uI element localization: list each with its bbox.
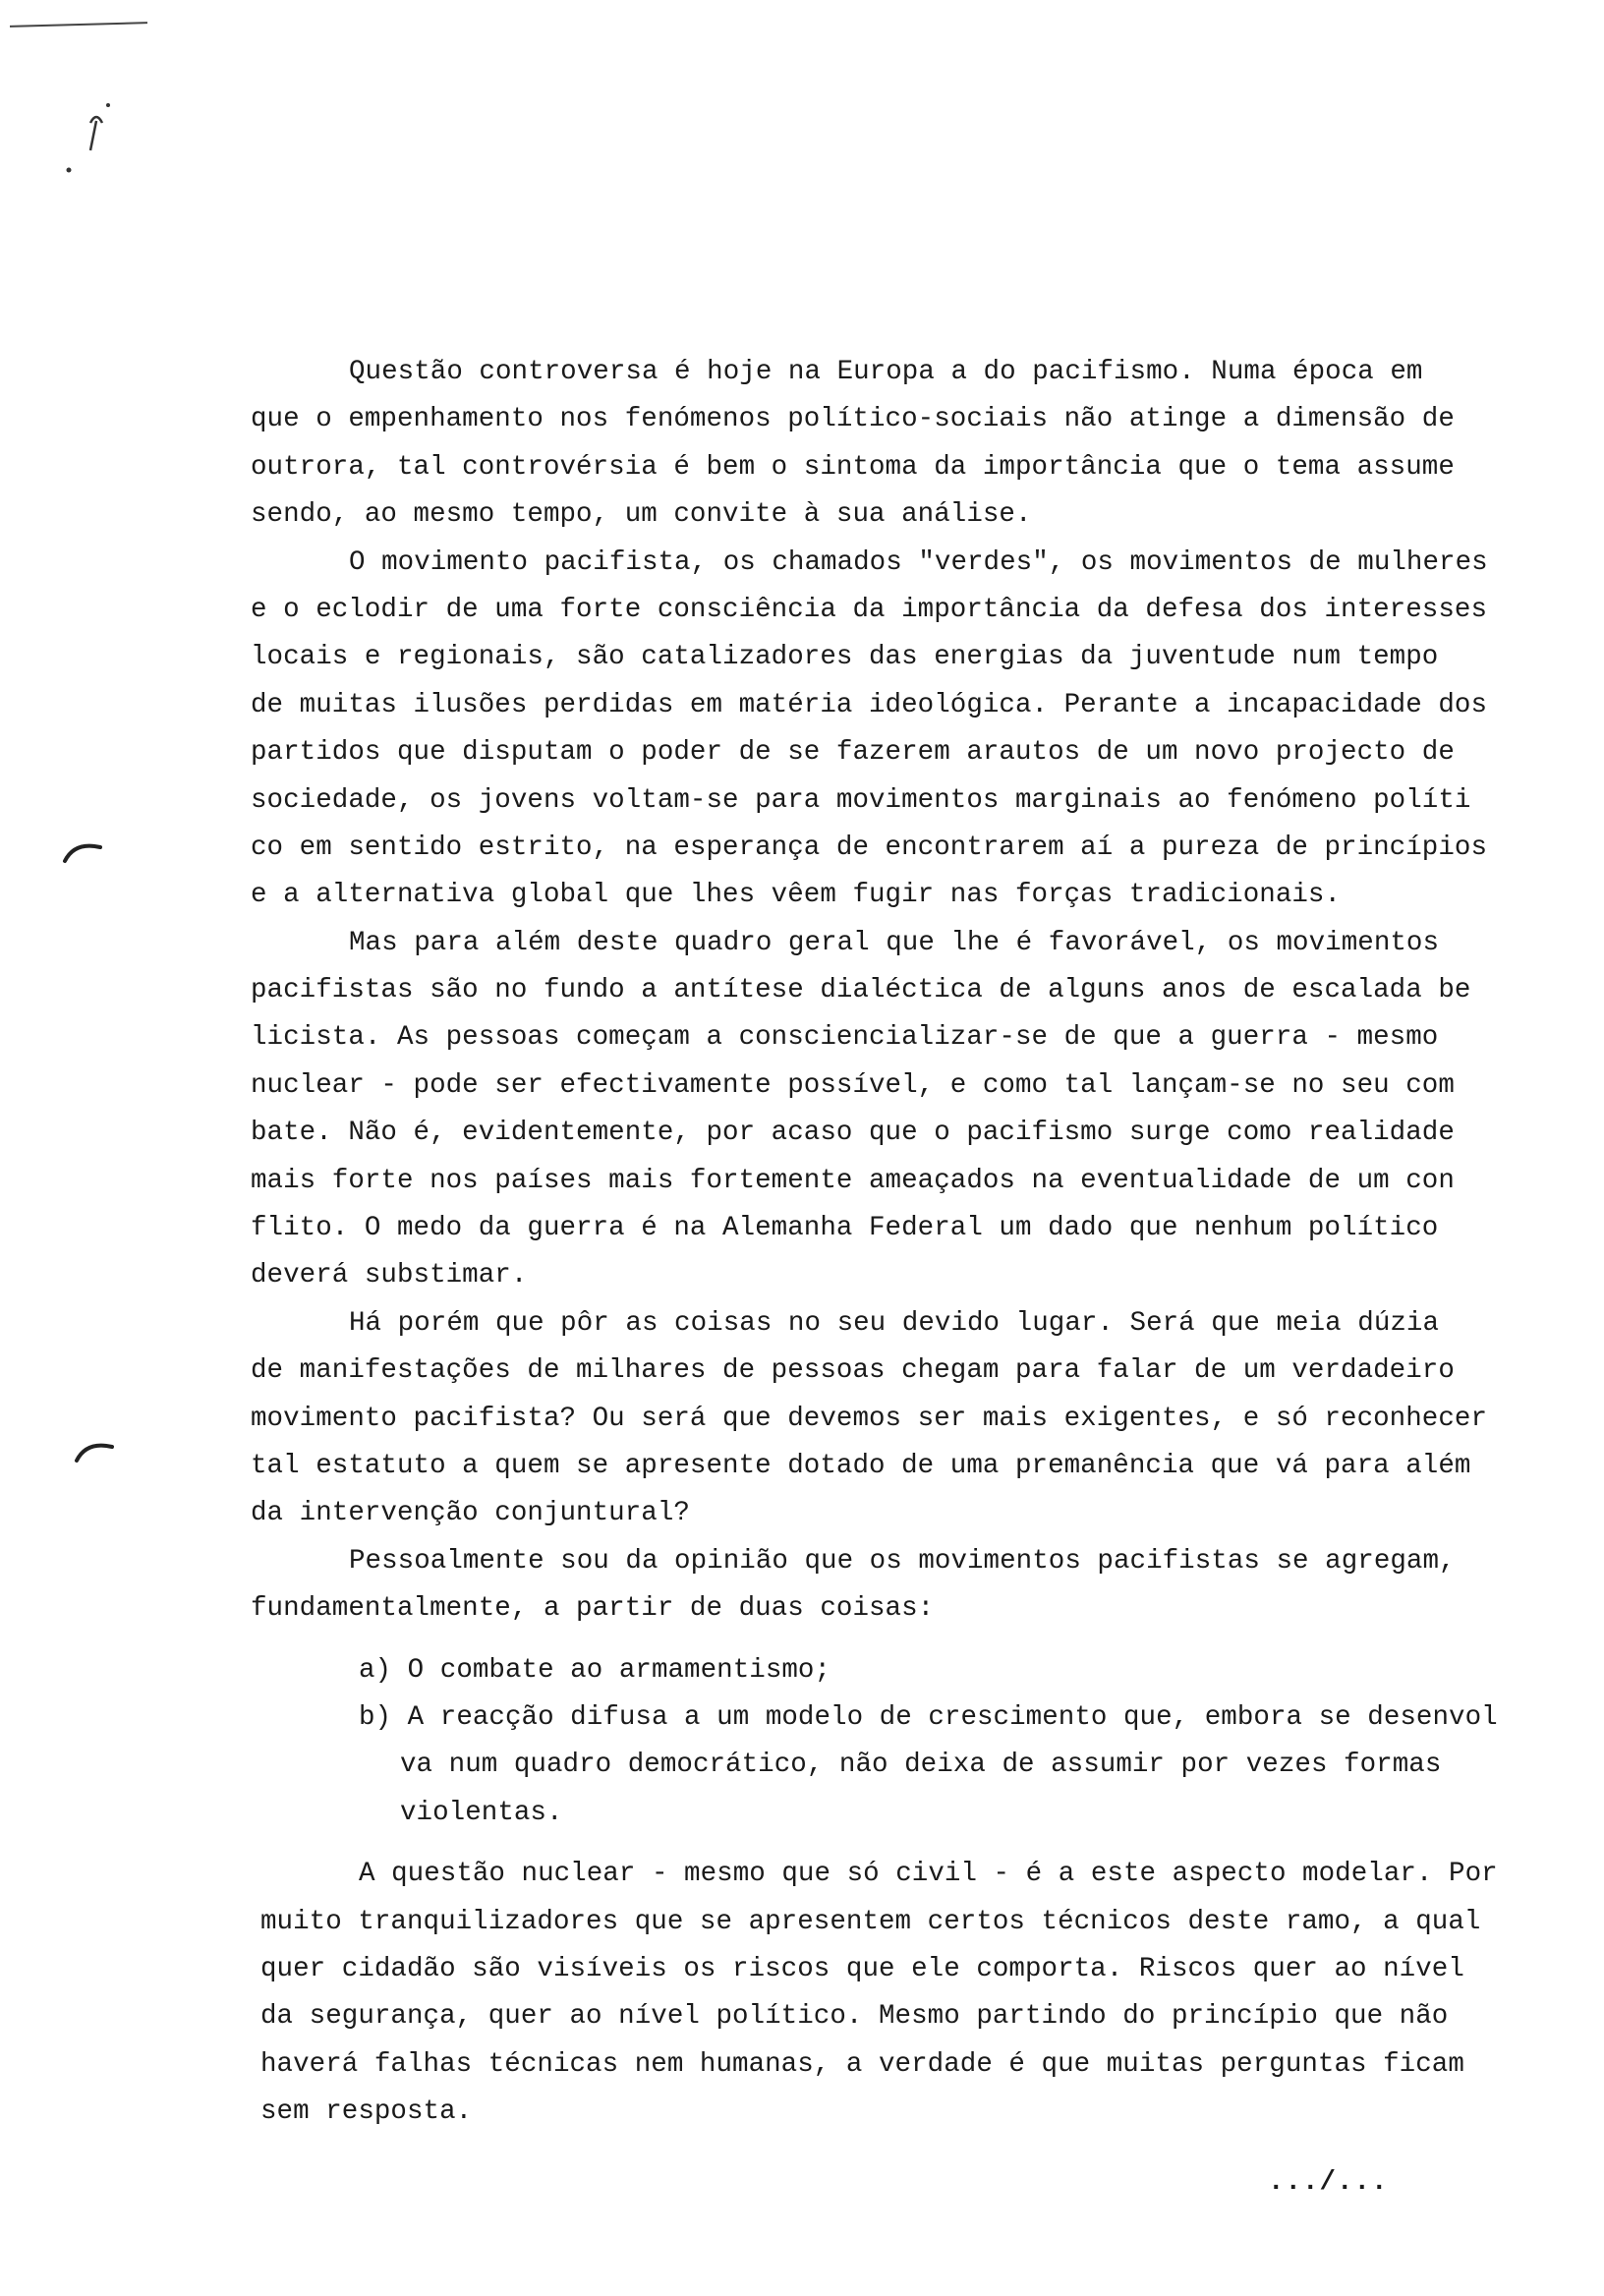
margin-punch-mark-lower bbox=[73, 1435, 122, 1464]
text-line: de muitas ilusões perdidas em matéria ideológica. Perante a incapacidade dos bbox=[251, 689, 1488, 720]
top-left-scan-line bbox=[10, 22, 147, 28]
text-line: a) O combate ao armamentismo; bbox=[359, 1654, 831, 1686]
text-line: mais forte nos países mais fortemente ameaçados na eventualidade de um con bbox=[251, 1165, 1455, 1196]
text-line: que o empenhamento nos fenómenos político-sociais não atinge a dimensão de bbox=[251, 404, 1455, 435]
text-line: sem resposta. bbox=[260, 2096, 473, 2128]
text-line: Questão controversa é hoje na Europa a do pacifismo. Numa época em bbox=[349, 357, 1423, 387]
text-line: va num quadro democrático, não deixa de assumir por vezes formas bbox=[400, 1750, 1442, 1781]
paragraph-gap bbox=[251, 1837, 1538, 1851]
text-line: pacifistas são no fundo a antítese dialéctica de alguns anos de escalada be bbox=[251, 975, 1471, 1006]
text-line: A questão nuclear - mesmo que só civil - é a este aspecto modelar. Por bbox=[359, 1859, 1498, 1890]
document-body bbox=[251, 349, 1538, 2136]
text-line: da intervenção conjuntural? bbox=[251, 1498, 690, 1529]
text-line: e a alternativa global que lhes vêem fugir nas forças tradicionais. bbox=[251, 880, 1342, 911]
text-line: quer cidadão são visíveis os riscos que ele comporta. Riscos quer ao nível bbox=[260, 1953, 1464, 1984]
text-line: sociedade, os jovens voltam-se para movimentos marginais ao fenómeno políti bbox=[251, 784, 1471, 816]
text-line: haverá falhas técnicas nem humanas, a verdade é que muitas perguntas ficam bbox=[260, 2048, 1464, 2080]
corner-scribble-icon bbox=[61, 93, 120, 182]
margin-punch-mark-upper bbox=[61, 835, 110, 865]
text-line: de manifestações de milhares de pessoas chegam para falar de um verdadeiro bbox=[251, 1355, 1455, 1387]
text-line: movimento pacifista? Ou será que devemos ser mais exigentes, e só reconhecer bbox=[251, 1403, 1488, 1434]
text-line: tal estatuto a quem se apresente dotado de uma premanência que vá para além bbox=[251, 1450, 1471, 1481]
text-line: flito. O medo da guerra é na Alemanha Federal um dado que nenhum político bbox=[251, 1213, 1439, 1244]
text-line: fundamentalmente, a partir de duas coisas: bbox=[251, 1593, 935, 1625]
text-line: locais e regionais, são catalizadores das energias da juventude num tempo bbox=[251, 642, 1439, 673]
text-line: Pessoalmente sou da opinião que os movimentos pacifistas se agregam, bbox=[349, 1545, 1456, 1577]
text-line: O movimento pacifista, os chamados "verdes", os movimentos de mulheres bbox=[349, 546, 1488, 578]
text-line: bate. Não é, evidentemente, por acaso que o pacifismo surge como realidade bbox=[251, 1118, 1455, 1149]
text-line: e o eclodir de uma forte consciência da importância da defesa dos interesses bbox=[251, 594, 1488, 625]
text-line: deverá substimar. bbox=[251, 1260, 528, 1292]
text-line: muito tranquilizadores que se apresentem certos técnicos deste ramo, a qual bbox=[260, 1906, 1481, 1937]
text-line: b) A reacção difusa a um modelo de crescimento que, embora se desenvol bbox=[359, 1701, 1498, 1733]
paragraph-gap bbox=[251, 1634, 1538, 1647]
text-line: violentas. bbox=[400, 1797, 563, 1828]
text-line: sendo, ao mesmo tempo, um convite à sua análise. bbox=[251, 499, 1032, 531]
text-line: partidos que disputam o poder de se fazerem arautos de um novo projecto de bbox=[251, 737, 1455, 769]
continuation-marker: .../... bbox=[1268, 2167, 1389, 2198]
text-line: co em sentido estrito, na esperança de encontrarem aí a pureza de princípios bbox=[251, 832, 1488, 863]
text-line: da segurança, quer ao nível político. Mesmo partindo do princípio que não bbox=[260, 2001, 1449, 2033]
text-line: Mas para além deste quadro geral que lhe é favorável, os movimentos bbox=[349, 927, 1440, 958]
text-line: Há porém que pôr as coisas no seu devido lugar. Será que meia dúzia bbox=[349, 1307, 1440, 1339]
text-line: outrora, tal controvérsia é bem o sintoma da importância que o tema assume bbox=[251, 451, 1455, 483]
text-line: licista. As pessoas começam a consciencializar-se de que a guerra - mesmo bbox=[251, 1022, 1439, 1054]
text-line: nuclear - pode ser efectivamente possível, e como tal lançam-se no seu com bbox=[251, 1069, 1455, 1101]
